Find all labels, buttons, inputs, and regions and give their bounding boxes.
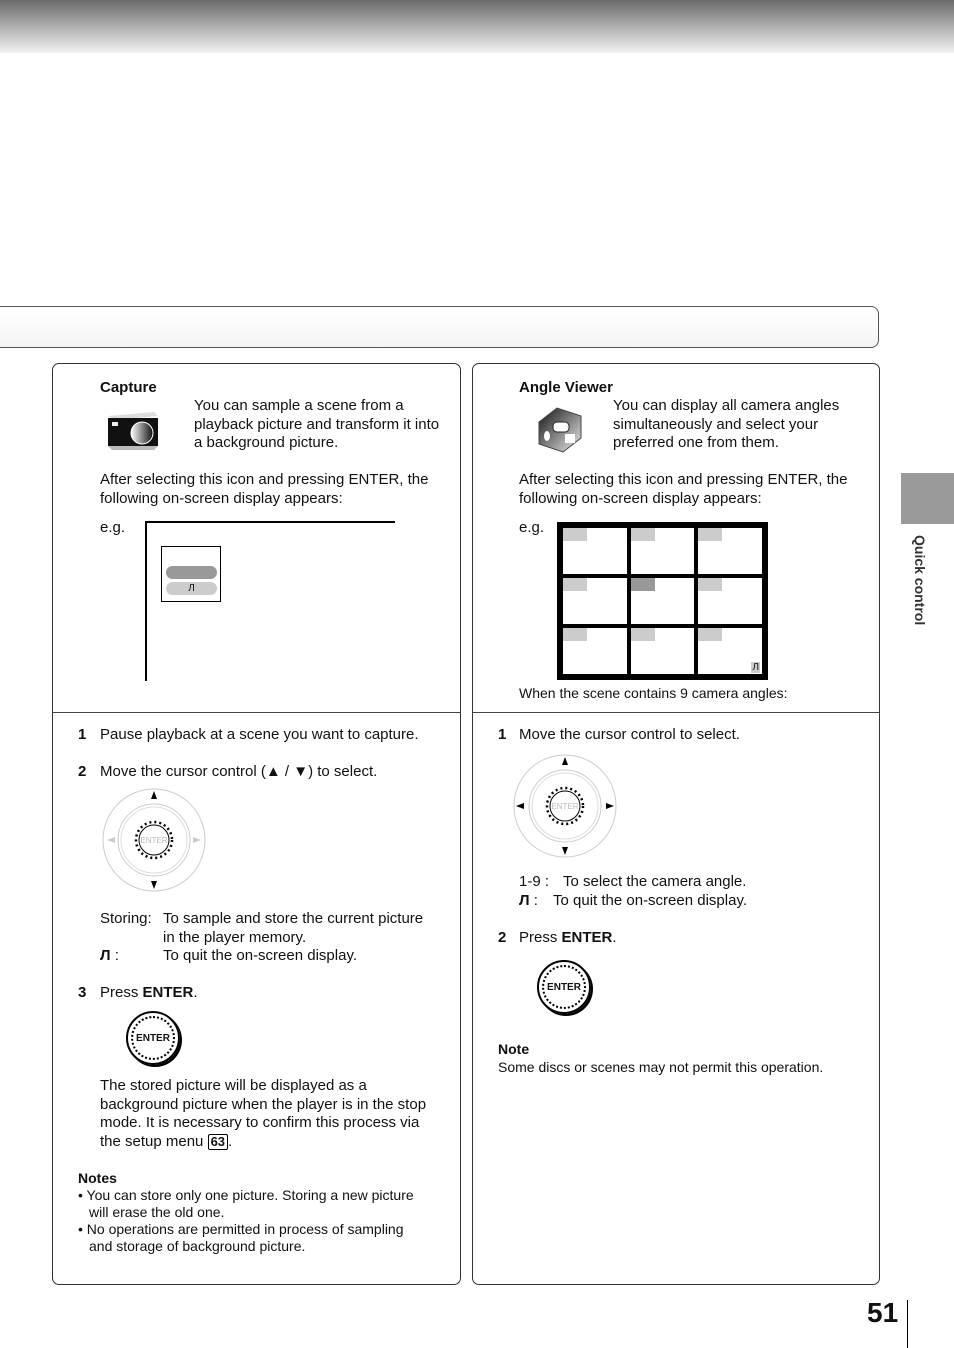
- note-text: Some discs or scenes may not permit this operation.: [498, 1059, 824, 1075]
- enter-button-icon: [126, 1011, 180, 1065]
- text-line: following on-screen display appears:: [519, 489, 762, 507]
- return-icon: Л: [752, 662, 759, 673]
- text: .: [193, 984, 198, 1001]
- text-line: background picture when the player is in the stop: [100, 1095, 427, 1113]
- section-title-bar: [0, 306, 879, 348]
- text: Press: [519, 929, 562, 946]
- cursor-control-icon: [101, 787, 207, 893]
- angle-step-1: [498, 726, 740, 745]
- storing-option: [166, 566, 217, 579]
- text: Press: [100, 984, 143, 1001]
- select-angle-description: To select the camera angle.: [563, 873, 747, 890]
- page-header-band: [0, 0, 954, 53]
- step-number: 1: [78, 726, 87, 743]
- angle-step-2: [498, 929, 617, 948]
- text-bold: ENTER: [142, 984, 194, 1001]
- divider: [473, 712, 879, 713]
- capture-eg: e.g.: [100, 519, 126, 536]
- enter-label: ENTER: [136, 1032, 170, 1044]
- svg-text:ENTER: ENTER: [140, 836, 168, 845]
- step-number: 2: [498, 929, 507, 946]
- quit-label: :: [114, 947, 119, 964]
- quit-option: [166, 582, 217, 595]
- angle-cell: [631, 528, 695, 574]
- page-number-rule: [907, 1300, 908, 1348]
- text-line: The stored picture will be displayed as a: [100, 1077, 367, 1094]
- angle-cell: [698, 628, 762, 674]
- note-line: and storage of background picture.: [89, 1238, 306, 1254]
- enter-label: ENTER: [547, 981, 581, 993]
- text-line: mode. It is necessary to confirm this process via: [100, 1114, 420, 1131]
- step-number: 2: [78, 763, 87, 780]
- stored-description: [100, 1077, 426, 1151]
- angle-cell: [698, 578, 762, 624]
- angle-description: [613, 397, 839, 453]
- side-tab: [901, 473, 954, 524]
- angle-title: Angle Viewer: [519, 379, 613, 396]
- capture-step-1: [78, 726, 419, 745]
- storing-description: [163, 910, 423, 947]
- capture-after-text: [100, 471, 429, 508]
- text: .: [612, 929, 617, 946]
- angle-cell: [563, 578, 627, 624]
- notes-list: [78, 1187, 414, 1255]
- quit-description: To quit the on-screen display.: [163, 947, 357, 964]
- text-line: You can display all camera angles: [613, 397, 840, 414]
- capture-title: Capture: [100, 379, 157, 396]
- page-number: 51: [867, 1297, 899, 1328]
- text-line: in the player memory.: [163, 928, 307, 946]
- step-number: 1: [498, 726, 507, 743]
- quit-row: [100, 947, 119, 966]
- text-line: following on-screen display appears:: [100, 489, 343, 507]
- angle-caption: When the scene contains 9 camera angles:: [519, 685, 788, 701]
- angle-viewer-icon: [535, 404, 585, 454]
- cursor-control-icon: [512, 753, 618, 859]
- note-line: will erase the old one.: [89, 1204, 225, 1220]
- text-line: After selecting this icon and pressing ENTER, the: [519, 471, 848, 488]
- step-text: Pause playback at a scene you want to capture.: [100, 726, 419, 743]
- quit-row: [519, 892, 538, 911]
- return-icon: Л: [100, 947, 111, 964]
- return-icon: Л: [519, 892, 530, 909]
- select-angle-label: 1-9 :: [519, 873, 550, 890]
- angle-cell: [563, 528, 627, 574]
- text-line: preferred one from them.: [613, 434, 779, 451]
- step-text: [519, 929, 617, 948]
- text-line: You can sample a scene from a: [194, 397, 404, 414]
- text-line: playback picture and transform it into: [194, 415, 440, 433]
- text-line: simultaneously and select your: [613, 415, 819, 433]
- text-line: a background picture.: [194, 434, 339, 451]
- storing-label: Storing:: [100, 910, 152, 927]
- step-text: Move the cursor control (▲ / ▼) to select.: [100, 763, 378, 780]
- angle-after-text: [519, 471, 848, 508]
- capture-step-2: [78, 763, 378, 782]
- text: the setup menu: [100, 1132, 204, 1150]
- return-icon: Л: [188, 583, 195, 594]
- angle-cell: [563, 628, 627, 674]
- text-line: To sample and store the current picture: [163, 910, 424, 927]
- side-tab-label: Quick control: [912, 535, 928, 626]
- quit-label: :: [533, 892, 538, 909]
- note-title: Note: [498, 1041, 530, 1057]
- angle-cell: [631, 628, 695, 674]
- capture-camera-icon: [106, 408, 160, 450]
- quit-description: To quit the on-screen display.: [553, 892, 747, 909]
- step-text: Move the cursor control to select.: [519, 726, 740, 743]
- text-line: After selecting this icon and pressing ENTER, the: [100, 471, 429, 488]
- angle-cell-selected: [631, 578, 695, 624]
- notes-title: Notes: [78, 1170, 117, 1186]
- text-line: the setup menu 63 .: [100, 1132, 233, 1150]
- angle-grid-example: [557, 522, 768, 680]
- enter-button-icon: [537, 960, 591, 1014]
- svg-text:ENTER: ENTER: [551, 802, 579, 811]
- step-text: [100, 984, 198, 1003]
- angle-cell: [698, 528, 762, 574]
- capture-description: [194, 397, 439, 453]
- note-line: • No operations are permitted in process of sampling: [78, 1221, 404, 1237]
- page-reference: 63: [208, 1134, 228, 1150]
- note-line: • You can store only one picture. Storing a new picture: [78, 1187, 414, 1203]
- angle-eg: e.g.: [519, 519, 545, 536]
- step-number: 3: [78, 984, 87, 1001]
- text-bold: ENTER: [561, 929, 613, 946]
- capture-step-3: [78, 984, 198, 1003]
- divider: [53, 712, 460, 713]
- capture-osd-menu: [161, 546, 221, 602]
